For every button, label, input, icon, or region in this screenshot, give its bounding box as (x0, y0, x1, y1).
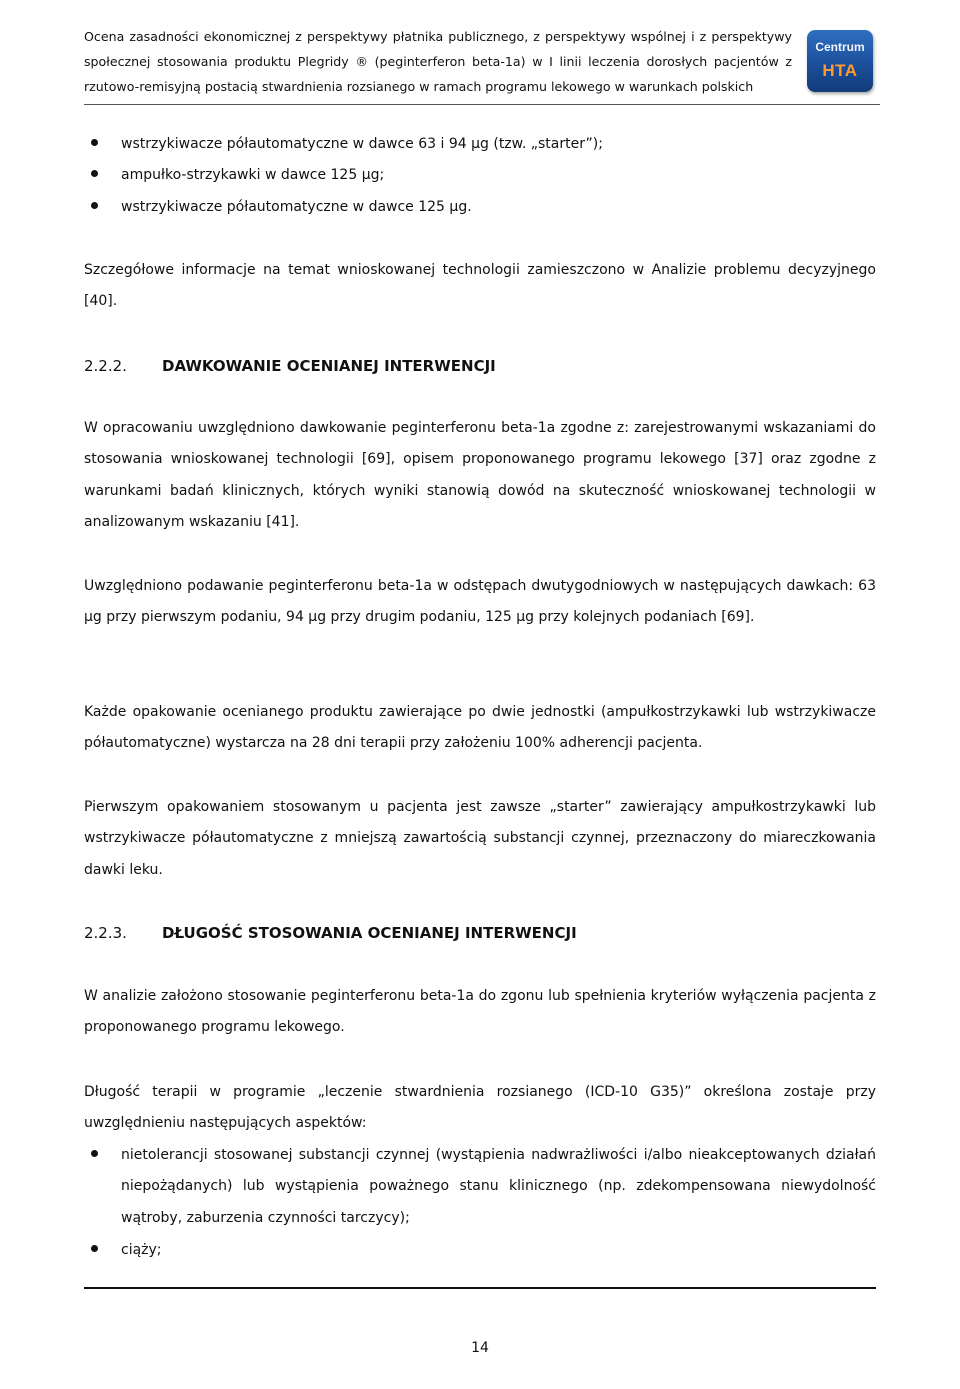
list-item (84, 129, 876, 160)
paragraph-duration-assumption: W analizie założono stosowanie peginterferonu beta-1a do zgonu lub spełnienia kryteriów wyłączenia pacjenta z proponowanego programu lekowego. (84, 988, 876, 1036)
list-item-text: wstrzykiwacze półautomatyczne w dawce 63 i 94 μg (tzw. „starter”); (121, 136, 603, 152)
bullet-icon (91, 1245, 98, 1252)
bullet-icon (91, 139, 98, 146)
list-item (84, 160, 876, 191)
paragraph-package-duration: Każde opakowanie ocenianego produktu zawierające po dwie jednostki (ampułkostrzykawki lub wstrzykiwacze półautomatyczne) wystarcza na 28 dni terapii przy założeniu 100% adherencji pacjenta. (84, 704, 876, 752)
section-title: DAWKOWANIE OCENIANEJ INTERWENCJI (162, 357, 496, 375)
bullet-icon (91, 1150, 98, 1157)
paragraph-dosing-schedule: Uwzględniono podawanie peginterferonu beta-1a w odstępach dwutygodniowych w następujących dawkach: 63 μg przy pierwszym podaniu, 94 μg przy drugim podaniu, 125 μg przy kolejnych podaniach [69]. (84, 578, 876, 626)
list-item-text: wstrzykiwacze półautomatyczne w dawce 125 μg. (121, 199, 472, 215)
list-item-text: ampułko-strzykawki w dawce 125 μg; (121, 167, 385, 183)
list-item (84, 1235, 876, 1266)
paragraph-details: Szczegółowe informacje na temat wnioskowanej technologii zamieszczono w Analizie problemu decyzyjnego [40]. (84, 262, 876, 310)
bullet-icon (91, 170, 98, 177)
list-item-text: ciąży; (121, 1242, 162, 1258)
logo-text-hta: HTA (822, 61, 858, 80)
section-number: 2.2.2. (84, 357, 127, 375)
paragraph-duration-criteria: Długość terapii w programie „leczenie stwardnienia rozsianego (ICD-10 G35)” określona zostaje przy uwzględnieniu następujących aspektów: (84, 1084, 876, 1132)
section-heading-2-2-3 (84, 924, 577, 942)
list-item-text: nietolerancji stosowanej substancji czynnej (wystąpienia nadwrażliwości i/albo nieakceptowanych działań niepożądanych) lub wystąpienia poważnego stanu klinicznego (np. zdekompensowana niewydolność wątroby, zaburzenia czynności tarczycy); (121, 1147, 876, 1226)
footer-divider (84, 1287, 876, 1289)
bullet-icon (91, 202, 98, 209)
centrum-hta-logo (807, 30, 873, 92)
header-title-line-2: społecznej stosowania produktu Plegridy ® (peginterferon beta-1a) w I linii leczenia dorosłych pacjentów z (84, 54, 792, 69)
page-header (0, 0, 960, 110)
header-divider (84, 104, 880, 105)
page-number: 14 (471, 1340, 489, 1356)
section-number: 2.2.3. (84, 924, 127, 942)
list-item (84, 192, 876, 223)
header-title-line-3: rzutowo-remisyjną postacią stwardnienia rozsianego w ramach programu lekowego w warunkach polskich (84, 79, 754, 94)
section-heading-2-2-2 (84, 357, 496, 375)
paragraph-starter-package: Pierwszym opakowaniem stosowanym u pacjenta jest zawsze „starter” zawierający ampułkostrzykawki lub wstrzykiwacze półautomatyczne z mniejszą zawartością substancji czynnej, przeznaczony do miareczkowania dawki leku. (84, 799, 876, 878)
logo-text-centrum: Centrum (815, 40, 865, 54)
list-item (84, 1140, 876, 1235)
header-title-line-1: Ocena zasadności ekonomicznej z perspektywy płatnika publicznego, z perspektywy wspólnej i z perspektywy (84, 29, 792, 44)
section-title: DŁUGOŚĆ STOSOWANIA OCENIANEJ INTERWENCJI (162, 924, 577, 942)
paragraph-dosing-scope: W opracowaniu uwzględniono dawkowanie peginterferonu beta-1a zgodne z: zarejestrowanymi wskazaniami do stosowania wnioskowanej technologii [69], opisem proponowanego programu lekowego [37] oraz zgodne z warunkami badań klinicznych, których wyniki stanowią dowód na skuteczność wnioskowanej technologii w analizowanym wskazaniu [41]. (84, 420, 876, 530)
